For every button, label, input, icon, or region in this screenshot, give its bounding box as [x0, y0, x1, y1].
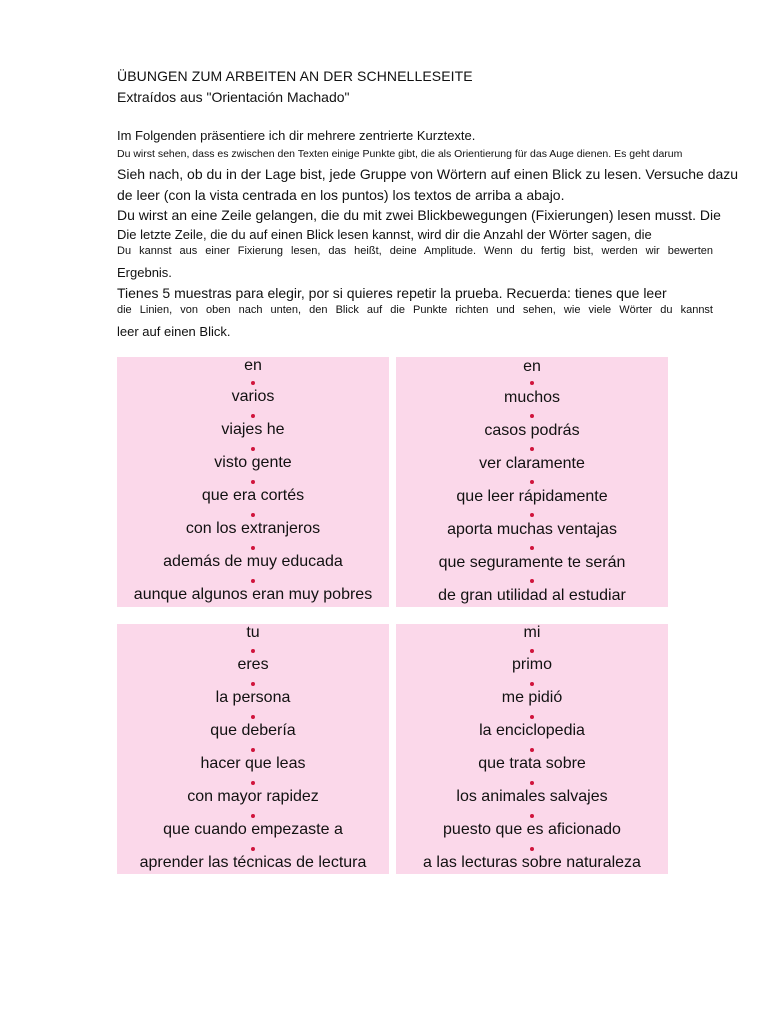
fixation-dot	[530, 480, 534, 484]
fixation-dot	[530, 847, 534, 851]
fixation-dot	[251, 381, 255, 385]
exercise-line: varios	[231, 388, 275, 405]
intro-line: Im Folgenden präsentiere ich dir mehrere zentrierte Kurztexte.	[117, 128, 476, 143]
exercise-line: en	[523, 358, 541, 375]
exercise-line: muchos	[503, 389, 561, 406]
fixation-dot	[251, 513, 255, 517]
intro-line: de leer (con la vista centrada en los puntos) los textos de arriba a abajo.	[117, 187, 565, 203]
fixation-dot	[530, 513, 534, 517]
fixation-dot	[530, 649, 534, 653]
exercise-line: la persona	[215, 689, 291, 706]
fixation-dot	[251, 781, 255, 785]
intro-line: Tienes 5 muestras para elegir, por si quieres repetir la prueba. Recuerda: tienes que leer	[117, 285, 667, 301]
exercise-line: primo	[511, 656, 552, 673]
exercise-line: que leer rápidamente	[456, 488, 608, 505]
fixation-dot	[251, 682, 255, 686]
exercise-panel-1	[117, 357, 389, 607]
fixation-dot	[530, 414, 534, 418]
exercise-line: aprender las técnicas de lectura	[139, 854, 367, 871]
exercise-line: aporta muchas ventajas	[447, 521, 617, 538]
fixation-dot	[251, 649, 255, 653]
exercise-panel-4	[396, 624, 668, 874]
intro-line: Sieh nach, ob du in der Lage bist, jede Gruppe von Wörtern auf einen Blick zu lesen. Versuche dazu	[117, 166, 739, 182]
exercise-line: casos podrás	[484, 422, 580, 439]
intro-line: Du wirst sehen, dass es zwischen den Texten einige Punkte gibt, die als Orientierung für das Auge dienen. Es geht darum	[117, 148, 683, 160]
fixation-dot	[530, 814, 534, 818]
fixation-dot	[251, 847, 255, 851]
fixation-dot	[530, 381, 534, 385]
exercise-line: que debería	[210, 722, 296, 739]
fixation-dot	[530, 781, 534, 785]
fixation-dot	[251, 447, 255, 451]
exercise-line: viajes he	[221, 421, 285, 438]
exercise-line: aunque algunos eran muy pobres	[133, 586, 373, 603]
fixation-dot	[251, 579, 255, 583]
fixation-dot	[530, 748, 534, 752]
fixation-dot	[251, 715, 255, 719]
exercise-line: en	[244, 357, 262, 374]
exercise-line: hacer que leas	[200, 755, 306, 772]
intro-line: Ergebnis.	[117, 265, 172, 280]
page-subtitle: Extraídos aus "Orientación Machado"	[117, 89, 350, 105]
fixation-dot	[530, 579, 534, 583]
fixation-dot	[530, 546, 534, 550]
intro-line: Du wirst an eine Zeile gelangen, die du mit zwei Blickbewegungen (Fixierungen) lesen musst. Die	[117, 207, 721, 223]
exercise-line: ver claramente	[479, 455, 585, 472]
exercise-line: que era cortés	[201, 487, 305, 504]
exercise-line: que trata sobre	[478, 755, 586, 772]
exercise-panel-2	[396, 357, 668, 607]
exercise-line: tu	[246, 624, 260, 641]
exercise-line: además de muy educada	[163, 553, 343, 570]
fixation-dot	[530, 715, 534, 719]
fixation-dot	[251, 546, 255, 550]
fixation-dot	[530, 447, 534, 451]
exercise-line: que cuando empezaste a	[163, 821, 343, 838]
exercise-line: con los extranjeros	[185, 520, 321, 537]
fixation-dot	[251, 414, 255, 418]
exercise-line: me pidió	[501, 689, 563, 706]
intro-line: Du kannst aus einer Fixierung lesen, das heißt, deine Amplitude. Wenn du fertig bist, werden wir bewerten	[117, 245, 713, 257]
exercise-line: de gran utilidad al estudiar	[438, 587, 626, 604]
fixation-dot	[530, 682, 534, 686]
exercise-line: la enciclopedia	[479, 722, 585, 739]
page-title: ÜBUNGEN ZUM ARBEITEN AN DER SCHNELLESEITE	[117, 68, 473, 84]
exercise-line: a las lecturas sobre naturaleza	[423, 854, 641, 871]
exercise-line: puesto que es aficionado	[443, 821, 621, 838]
intro-line: Die letzte Zeile, die du auf einen Blick lesen kannst, wird dir die Anzahl der Wörter sagen, die	[117, 227, 652, 242]
fixation-dot	[251, 748, 255, 752]
exercise-line: visto gente	[214, 454, 292, 471]
intro-line: die Linien, von oben nach unten, den Blick auf die Punkte richten und sehen, wie viele Wörter du kannst	[117, 304, 713, 316]
exercise-line: los animales salvajes	[456, 788, 608, 805]
fixation-dot	[251, 480, 255, 484]
exercise-line: con mayor rapidez	[187, 788, 319, 805]
exercise-panel-3	[117, 624, 389, 874]
exercise-line: eres	[237, 656, 269, 673]
intro-line: leer auf einen Blick.	[117, 324, 231, 339]
exercise-line: que seguramente te serán	[438, 554, 626, 571]
exercise-line: mi	[523, 624, 541, 641]
fixation-dot	[251, 814, 255, 818]
